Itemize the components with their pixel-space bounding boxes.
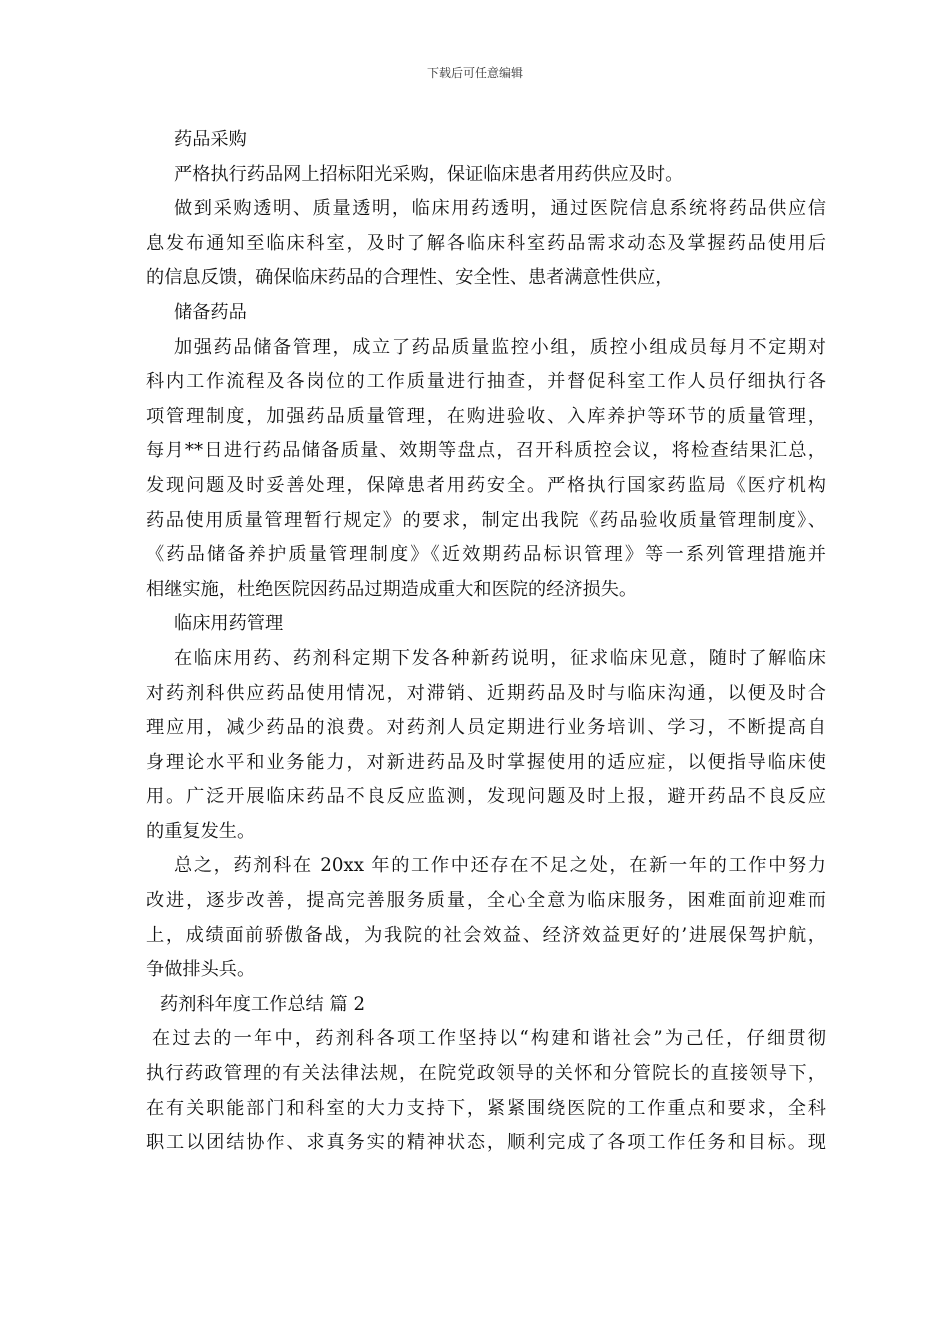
paragraph-line: 上，成绩面前骄傲备战，为我院的社会效益、经济效益更好的’进展保驾护航， xyxy=(146,924,826,946)
paragraph-line: 理应用，减少药品的浪费。对药剂人员定期进行业务培训、学习，不断提高自 xyxy=(146,717,826,739)
paragraph-line: 发现问题及时妥善处理，保障患者用药安全。严格执行国家药监局《医疗机构 xyxy=(146,474,826,496)
paragraph-line: 在过去的一年中，药剂科各项工作坚持以“构建和谐社会”为己任，仔细贯彻 xyxy=(152,1028,826,1050)
section-heading-drug-procurement: 药品采购 xyxy=(174,129,247,150)
paragraph-line: 职工以团结协作、求真务实的精神状态，顺利完成了各项工作任务和目标。现 xyxy=(146,1132,826,1154)
page-header: 下载后可任意编辑 xyxy=(426,66,523,80)
paragraph-line: 执行药政管理的有关法律法规，在院党政领导的关怀和分管院长的直接领导下， xyxy=(146,1063,826,1085)
paragraph-line: 改进，逐步改善，提高完善服务质量，全心全意为临床服务，困难面前迎难而 xyxy=(146,890,826,912)
paragraph-line: 对药剂科供应药品使用情况，对滞销、近期药品及时与临床沟通，以便及时合 xyxy=(146,682,826,704)
paragraph-line: 的重复发生。 xyxy=(146,820,256,842)
paragraph-line: 在有关职能部门和科室的大力支持下，紧紧围绕医院的工作重点和要求，全科 xyxy=(146,1097,826,1119)
paragraph-line: 《药品储备养护质量管理制度》《近效期药品标识管理》等一系列管理措施并 xyxy=(146,544,826,566)
paragraph-line: 做到采购透明、质量透明，临床用药透明，通过医院信息系统将药品供应信 xyxy=(174,198,826,220)
section-heading-clinical-medication: 临床用药管理 xyxy=(174,613,284,635)
paragraph-line: 相继实施，杜绝医院因药品过期造成重大和医院的经济损失。 xyxy=(146,578,638,600)
document-body xyxy=(146,123,826,1161)
section-heading-drug-storage: 储备药品 xyxy=(174,301,247,323)
section-heading-part-2: 药剂科年度工作总结 篇 2 xyxy=(160,993,366,1015)
paragraph-line: 药品使用质量管理暂行规定》的要求，制定出我院《药品验收质量管理制度》、 xyxy=(146,509,826,531)
paragraph-line: 严格执行药品网上招标阳光采购，保证临床患者用药供应及时。 xyxy=(174,163,684,185)
paragraph-line: 项管理制度，加强药品质量管理，在购进验收、入库养护等环节的质量管理， xyxy=(146,405,826,427)
paragraph-line: 争做排头兵。 xyxy=(146,959,256,981)
paragraph-line: 加强药品储备管理，成立了药品质量监控小组，质控小组成员每月不定期对 xyxy=(174,336,826,358)
paragraph-line: 科内工作流程及各岗位的工作质量进行抽查，并督促科室工作人员仔细执行各 xyxy=(146,371,826,393)
paragraph-line: 在临床用药、药剂科定期下发各种新药说明，征求临床见意，随时了解临床 xyxy=(174,647,826,669)
paragraph-line: 总之，药剂科在 20xx 年的工作中还存在不足之处，在新一年的工作中努力 xyxy=(174,855,826,877)
paragraph-line: 每月**日进行药品储备质量、效期等盘点，召开科质控会议，将检查结果汇总， xyxy=(146,440,826,462)
paragraph-line: 身理论水平和业务能力，对新进药品及时掌握使用的适应症，以便指导临床使 xyxy=(146,751,826,773)
paragraph-line: 息发布通知至临床科室，及时了解各临床科室药品需求动态及掌握药品使用后 xyxy=(146,232,826,254)
paragraph-line: 的信息反馈，确保临床药品的合理性、安全性、患者满意性供应， xyxy=(146,267,674,289)
paragraph-line: 用。广泛开展临床药品不良反应监测，发现问题及时上报，避开药品不良反应 xyxy=(146,786,826,808)
